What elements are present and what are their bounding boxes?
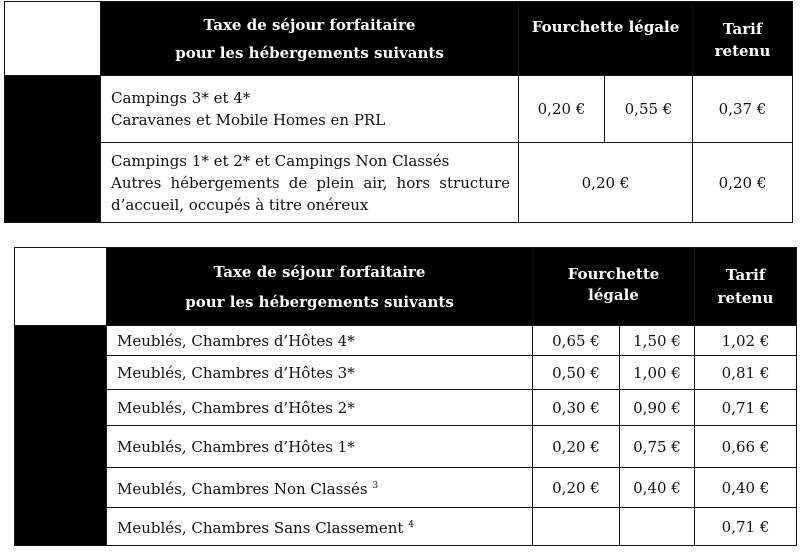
tarif-value: 0,71 € xyxy=(695,508,797,546)
header-taxe-line1: Taxe de séjour forfaitaire xyxy=(203,15,416,34)
tarif-value: 0,37 € xyxy=(693,76,793,143)
header-taxe xyxy=(101,2,519,76)
range-min: 0,30 € xyxy=(533,390,620,426)
table-row xyxy=(15,356,797,390)
header-tarif-line1: Tarif xyxy=(722,20,763,38)
header-fourchette-line1: Fourchette xyxy=(567,265,660,283)
header-tarif-line2: retenu xyxy=(714,42,771,60)
header-fourchette xyxy=(519,2,693,76)
row-label xyxy=(101,143,519,223)
row-label-text: Meublés, Chambres Sans Classement xyxy=(117,519,404,537)
row-label: Meublés, Chambres d’Hôtes 1* xyxy=(107,426,533,468)
row-label-line1: Campings 1* et 2* et Campings Non Classés xyxy=(111,151,450,170)
header-tarif xyxy=(695,248,797,326)
table-row xyxy=(15,508,797,546)
black-side-cell xyxy=(5,76,101,223)
range-min xyxy=(533,508,620,546)
table-row xyxy=(5,143,793,223)
tax-table-meubles xyxy=(14,247,797,546)
range-max: 0,40 € xyxy=(620,468,695,508)
table-row xyxy=(15,390,797,426)
row-label xyxy=(107,508,533,546)
range-min: 0,50 € xyxy=(533,356,620,390)
tarif-value: 0,20 € xyxy=(693,143,793,223)
corner-cell xyxy=(5,2,101,76)
range-min: 0,20 € xyxy=(533,468,620,508)
table-row xyxy=(5,76,793,143)
range-max: 1,50 € xyxy=(620,326,695,356)
header-taxe-line2: pour les hébergements suivants xyxy=(175,43,444,62)
header-fourchette-text: Fourchette légale xyxy=(531,18,680,36)
row-label-line2: Autres hébergements de plein air, hors structure d’accueil, occupés à titre onéreux xyxy=(111,173,510,214)
row-label: Meublés, Chambres d’Hôtes 2* xyxy=(107,390,533,426)
header-taxe xyxy=(107,248,533,326)
table-row xyxy=(15,426,797,468)
tarif-value: 0,71 € xyxy=(695,390,797,426)
footnote-marker: 3 xyxy=(372,481,379,491)
tarif-value: 1,02 € xyxy=(695,326,797,356)
header-tarif-line2: retenu xyxy=(717,289,774,307)
header-taxe-line2: pour les hébergements suivants xyxy=(185,292,454,311)
corner-cell xyxy=(15,248,107,326)
range-max xyxy=(620,508,695,546)
header-tarif xyxy=(693,2,793,76)
header-fourchette-line2: légale xyxy=(588,286,639,304)
header-taxe-line1: Taxe de séjour forfaitaire xyxy=(213,262,426,281)
tarif-value: 0,40 € xyxy=(695,468,797,508)
range-max: 0,55 € xyxy=(605,76,693,143)
range-value: 0,20 € xyxy=(519,143,693,223)
row-label-line1: Campings 3* et 4* xyxy=(111,89,251,107)
footnote-marker: 4 xyxy=(408,520,414,530)
range-max: 1,00 € xyxy=(620,356,695,390)
range-max: 0,90 € xyxy=(620,390,695,426)
tarif-value: 0,81 € xyxy=(695,356,797,390)
row-label xyxy=(107,468,533,508)
black-side-cell xyxy=(15,326,107,546)
row-label-text: Meublés, Chambres Non Classés xyxy=(117,480,368,498)
row-label xyxy=(101,76,519,143)
row-label: Meublés, Chambres d’Hôtes 3* xyxy=(107,356,533,390)
tarif-value: 0,66 € xyxy=(695,426,797,468)
range-min: 0,65 € xyxy=(533,326,620,356)
header-fourchette xyxy=(533,248,695,326)
table-row xyxy=(15,326,797,356)
range-max: 0,75 € xyxy=(620,426,695,468)
header-tarif-line1: Tarif xyxy=(725,266,766,284)
table-row xyxy=(15,468,797,508)
row-label-line2: Caravanes et Mobile Homes en PRL xyxy=(111,111,386,129)
range-min: 0,20 € xyxy=(533,426,620,468)
tax-table-campings xyxy=(4,1,793,223)
row-label: Meublés, Chambres d’Hôtes 4* xyxy=(107,326,533,356)
range-min: 0,20 € xyxy=(519,76,605,143)
